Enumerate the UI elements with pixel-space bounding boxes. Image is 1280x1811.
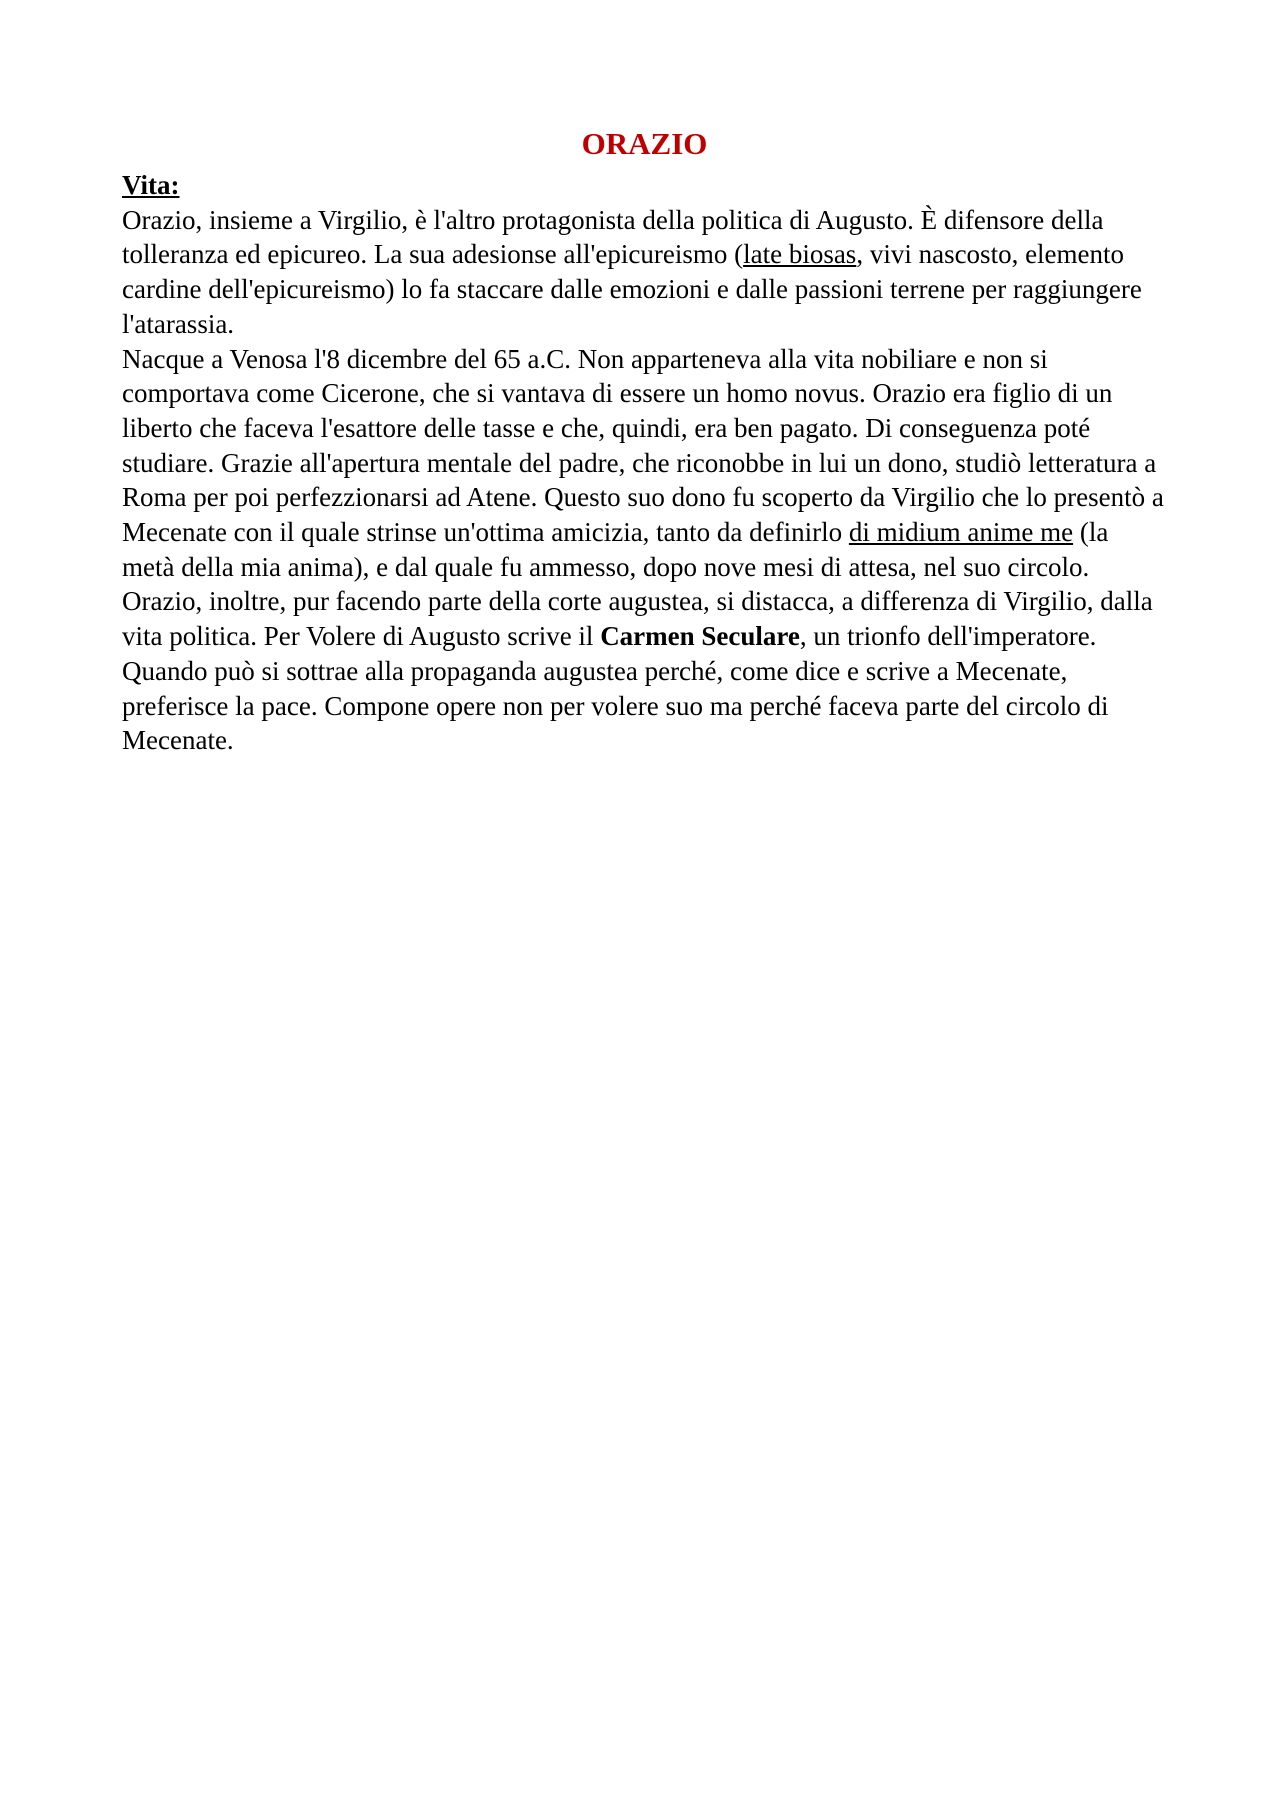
document-title: ORAZIO [581, 126, 708, 161]
paragraph-text: (la metà della mia anima), e dal quale fu ammesso, dopo nove mesi di attesa, nel suo circolo. Orazio, inoltre, pur facendo parte della corte augustea, si distacca, a differenza di Virgilio, dalla vita politica. Per Volere di Augusto scrive il [122, 517, 1153, 652]
latin-phrase-underlined: late biosas [743, 239, 857, 270]
latin-phrase-underlined: di midium anime me [848, 517, 1074, 548]
paragraph-intro [122, 203, 1167, 342]
paragraph-text: , vivi nascosto, elemento cardine dell'epicureismo) lo fa staccare dalle emozioni e dalle passioni terrene per raggiungere l'atarassia. [122, 239, 1142, 339]
paragraph-biography [122, 342, 1167, 758]
paragraph-text: Orazio, insieme a Virgilio, è l'altro protagonista della politica di Augusto. È difensore della tolleranza ed epicureo. La sua adesionse all'epicureismo ( [122, 204, 1104, 270]
document-content [122, 120, 1167, 758]
work-title-bold: Carmen Seculare [600, 621, 800, 652]
paragraph-text: Nacque a Venosa l'8 dicembre del 65 a.C. Non apparteneva alla vita nobiliare e non si comportava come Cicerone, che si vantava di essere un homo novus. Orazio era figlio di un liberto che faceva l'esattore delle tasse e che, quindi, era ben pagato. Di conseguenza poté studiare. Grazie all'apertura mentale del padre, che riconobbe in lui un dono, studiò letteratura a Roma per poi perfezzionarsi ad Atene. Questo suo dono fu scoperto da Virgilio che lo presentò a Mecenate con il quale strinse un'ottima amicizia, tanto da definirlo [122, 343, 1164, 548]
section-heading: Vita: [122, 170, 180, 200]
paragraph-text: , un trionfo dell'imperatore. Quando può si sottrae alla propaganda augustea perché, come dice e scrive a Mecenate, preferisce la pace. Compone opere non per volere suo ma perché faceva parte del circolo di Mecenate. [122, 621, 1109, 756]
